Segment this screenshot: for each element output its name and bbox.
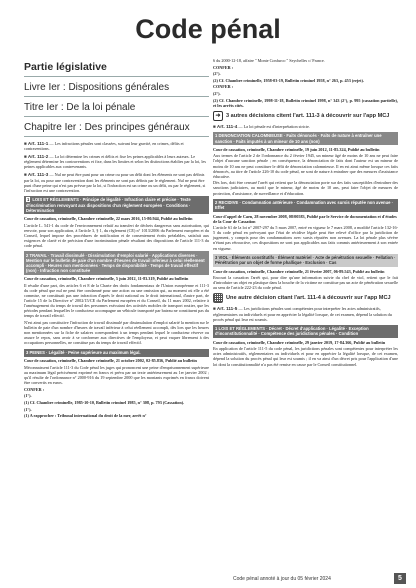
confer-label: CONFER : — [213, 64, 234, 70]
mcj-app-link[interactable] — [213, 111, 398, 121]
jurisprudence-header — [24, 196, 209, 215]
mcj-link-text: 3 autres décisions citent l'art. 111-3 à découvrir sur l'app MCJ — [226, 112, 390, 119]
jurisprudence-header — [213, 325, 398, 338]
article-text: — Nul ne peut être puni pour un crime ou pour un délit dont les éléments ne sont pas définis par la loi, ou pour une contravention dont les éléments ne sont pas définis par le règlement. Nul ne peut être puni d'une peine qui n'est pas prévue par la loi, si l'infraction est un crime ou un délit, ou par le règlement, si l'infraction est une contravention. — [24, 172, 206, 193]
confer-item: (2) Cf. Chambre criminelle, 1998-11-18, Bulletin criminel 1998, n° 343 (2°), p. 995 (cassation partielle), et les arrêts cités. — [213, 97, 398, 108]
divider — [24, 76, 209, 77]
livre-heading: Livre Ier : Dispositions générales — [24, 82, 170, 93]
mcj-link-text: Une autre décision citant l'art. 111-4 à découvrir sur l'app MCJ — [226, 295, 391, 302]
document-title: Code pénal — [135, 14, 281, 44]
decision-number: 2 — [26, 252, 29, 258]
article-111-5 — [213, 306, 398, 321]
decision-summary: En application de l'article 111-5 du code pénal, les juridictions pénales sont compétentes pour interpréter les actes administratifs, réglementaires ou individuels et pour en apprécier la légalité lorsque, de cet examen, dépend la solution du procès pénal qui leur est soumis ; il en va ainsi d'un décret pris pour l'application d'une loi dont la constitutionnalité n'a pas été remise en cause par le Conseil constitutionnel. — [213, 346, 398, 367]
article-111-3 — [24, 172, 209, 192]
jurisprudence-header — [213, 199, 398, 212]
decision-keywords: LOIS ET RÈGLEMENTS · Principe de légalité · Infraction claire et précise · Texte d'incrimination renvoyant aux dispositions d'un règlement européen · Conditions · Détermination — [26, 197, 191, 213]
decision-number: 2 — [215, 200, 218, 206]
decision-keywords: PEINES · Légalité · Peine supérieure au maximum légal. — [29, 350, 141, 356]
decision-keywords: VIOL · Éléments constitutifs · Élément matériel · Acte de pénétration sexuelle · Fellation · Pénétration par un objet de forme phallique · Exclusion · Cas — [215, 255, 396, 266]
decision-citation: Cour de cassation, criminelle, Chambre criminelle, 5 juin 2012, 11-83.319, Publié au bulletin — [24, 276, 189, 282]
decision-keywords: RECIDIVE · Condamnation antérieure · Condamnation avec sursis réputée non avenue · Effet — [215, 200, 394, 211]
article-label[interactable]: ■ Art. 111-4 — [213, 124, 237, 129]
confer-label: CONFER : — [24, 386, 45, 392]
decision-citation: Cour de cassation, criminelle, Chambre criminelle, 21 octobre 2002, 02-85.836, Publié au bulletin — [24, 358, 197, 364]
decision-citation: Cour d'appel de Caen, 28 novembre 2008, 08/00583, Publié par le Service de documentation et d'études de la Cour de Cassation — [213, 213, 397, 224]
confer-item: (2°). — [213, 71, 221, 77]
confer-item: (2°). — [213, 90, 221, 96]
decision-keywords: TRAVAIL · Travail dissimulé · Dissimulation d'emploi salarié · Applications diverses · Mention sur le bulletin de paie d'un nombre d'heures de travail inférieur à celui réellement accompli · Heures non mentionnées · Temps de disponibilité · Temps de travail effectif (non) · Infraction non constituée — [26, 252, 205, 274]
footer-text: Code pénal annoté à jour du 05 février 2024 — [233, 576, 331, 582]
decision-number: 1 — [215, 326, 218, 332]
page-number: 5 — [394, 573, 406, 584]
divider — [24, 136, 209, 137]
article-text: — Les infractions pénales sont classées, suivant leur gravité, en crimes, délits et contraventions. — [24, 141, 184, 152]
decision-summary: L'article 61 de la loi n° 2007-297 du 5 mars 2007, entré en vigueur le 7 mars 2008, a modifié l'article 132-16-5 du code pénal en prévoyant que l'état de récidive légale peut être relevé d'office par la juridiction de jugement, y compris pour des condamnations avec sursis réputées non avenues. La loi pénale plus sévère n'étant pas rétroactive, ces dispositions ne sont pas applicables aux faits commis antérieurement à son entrée en vigueur. — [213, 225, 398, 251]
article-text: — Les juridictions pénales sont compétentes pour interpréter les actes administratifs, réglementaires ou individuels et pour en apprécier la légalité lorsque, de cet examen, dépend la solution du procès pénal qui leur est soumis. — [213, 306, 392, 322]
left-column — [24, 58, 209, 418]
right-column — [213, 58, 398, 367]
decision-summary: L'article L. 541-1 du code de l'environnement relatif au transfert de déchets dangereux sans autorisation, qui renvoie, pour son application, à l'article 3, § 1, du règlement (CE) n° 1013/2006 du Parlement européen et du Conseil, lequel impose des procédures de notification et de consentement écrits préalables, satisfait aux exigences de clarté et de précision d'une incrimination pénale résultant des dispositions de l'article 111-3 du code pénal. — [24, 222, 209, 248]
article-111-1 — [24, 141, 209, 151]
confer-item: (2) Cf. Chambre criminelle, 1958-03-19, Bulletin criminel 1958, n° 263, p. 453 (rejet). — [213, 77, 364, 83]
jurisprudence-header — [24, 251, 209, 275]
decision-citation: Cour de cassation, criminelle, Chambre criminelle, 29 janvier 2019, 17-84.366, Publié au bulletin — [213, 339, 386, 345]
confer-item: (1) Cf. Chambre criminelle, 1985-10-10, Bulletin criminel 1985, n° 308, p. 793 (Cassation). — [24, 399, 185, 405]
partie-heading: Partie législative — [24, 61, 107, 73]
decision-citation: Cour de cassation, criminelle, Chambre criminelle, 19 juin 2012, 11-85.324, Publié au bulletin — [213, 146, 380, 152]
decision-number: 1 — [215, 133, 218, 139]
confer-continuation: 6 du 2000-12-18, affaire " Monte Confurco " Seychelles c/ France. — [213, 58, 325, 63]
article-label[interactable]: ■ Art. 111-5 — [213, 306, 237, 311]
decision-number: 1 — [27, 197, 30, 203]
decision-keywords: LOIS ET RÈGLEMENTS · Décret · Décret d'application · Légalité · Exception d'inconstitutionnalité · Compétence des juridictions pénales · Condition — [215, 326, 369, 337]
mcj-app-link[interactable] — [213, 293, 398, 303]
article-label[interactable]: ■ Art. 111-3 — [24, 172, 48, 177]
decision-summary: N'est ainsi pas constitutive l'infraction de travail dissimulé par dissimulation d'emploi salarié la mention sur le bulletin de paie d'un nombre d'heures de travail inférieur à celui réellement accompli, dès lors que les heures non mentionnées sur la fiche de salaires correspondent à un temps pendant lequel le conducteur réserve ou assure le repos, sans avoir à se conformer aux directives de l'employeur, et peut vaquer librement à des occupations personnelles, ne constitue pas du temps de travail effectif. — [24, 320, 209, 346]
confer-item: (1) A rapprocher : Tribunal international du droit de la mer, arrêt n° — [24, 413, 147, 419]
article-text: — La loi pénale est d'interprétation stricte. — [238, 123, 310, 129]
decision-number: 3 — [215, 255, 218, 261]
arrow-right-icon: ➜ — [213, 111, 223, 121]
decision-summary: Dès lors, doit être censuré l'arrêt qui retient que la dénonciation porte sur des faits susceptibles d'entraîner des sanctions judiciaires, au motif que le mineur, âgé de moins de 10 ans, peut faire l'objet de mesures de protection, d'assistance, de surveillance et d'éducation. — [213, 180, 398, 196]
confer-item: (1°). — [24, 406, 32, 412]
decision-number: 3 — [26, 350, 29, 356]
decision-summary: Méconnaissent l'article 111-3 du Code pénal les juges qui prononcent une peine d'emprisonnement supérieure au maximum légal précisément exprimé en francs et prévu par un texte antérieurement au 1er janvier 2002 ; qu'il résulte de l'ordonnance n° 2000-916 du 19 septembre 2000 que les montants exprimés en francs doivent être convertis en euros. — [24, 364, 209, 386]
qr-code-icon — [213, 293, 223, 303]
article-label[interactable]: ■ Art. 111-2 — [24, 154, 48, 159]
divider — [24, 96, 209, 97]
jurisprudence-header — [213, 132, 398, 145]
confer-label: CONFER : — [213, 84, 234, 90]
article-text: — La loi détermine les crimes et délits et fixe les peines applicables à leurs auteurs. Le règlement détermine les contraventions et fixe, dans les limites et selon les distinctions établies par la loi, les peines applicables aux contrevenants. — [24, 154, 206, 170]
article-111-4 — [213, 124, 398, 129]
decision-citation: Cour de cassation, criminelle, Chambre criminelle, 21 février 2007, 06-89.543, Publié au bulletin — [213, 268, 385, 274]
jurisprudence-header — [24, 349, 209, 357]
divider — [24, 116, 209, 117]
titre-heading: Titre Ier : De la loi pénale — [24, 102, 136, 113]
decision-summary: Encourt la cassation l'arrêt qui, pour dire qu'une information suivie du chef de viol, retient que le fait d'introduire un objet en plastique dans la bouche de la victime ne constitue pas un acte de pénétration sexuelle au sens de l'article 222-23 du code pénal. — [213, 275, 398, 291]
decision-citation: Cour de cassation, criminelle, Chambre criminelle, 22 mars 2016, 15-80.944, Publié au bulletin — [24, 215, 193, 221]
confer-item: (1°). — [24, 393, 32, 399]
chapitre-heading: Chapitre Ier : Des principes généraux — [24, 122, 190, 133]
article-111-2 — [24, 154, 209, 169]
decision-summary: Aux termes de l'article 2 de l'ordonnance du 2 février 1945, un mineur âgé de moins de 10 ans ne peut faire l'objet d'aucune sanction pénale ; en conséquence, la dénonciation de faits dont l'auteur est un mineur de moins de 10 ans ne peut constituer le délit de dénonciation calomnieuse. Il en est ainsi même lorsque ces faits dénoncés, au titre de l'article 226-10 du code pénal, ne sont de nature à entraîner que des mesures d'assistance éducative. — [213, 153, 398, 179]
jurisprudence-header — [213, 254, 398, 267]
decision-summary: Il résulte d'une part, des articles 6 et 8 de la Charte des droits fondamentaux de l'Union européenne et 111-3 du code pénal que nul ne peut être condamné pour une action ou une omission qui, au moment où elle a été commise, ne constituait pas une infraction d'après le droit national ou le droit international, d'autre part, de l'article 15 de la Directive n° 2002/15/CE du Parlement européen et du Conseil, du 11 mars 2002, relative à l'aménagement du temps de travail des personnes exécutant des activités mobiles de transport routier, que les périodes pendant lesquelles le conducteur accompagne un véhicule transporté par bateau ne constituent pas du temps de travail effectif. — [24, 282, 209, 319]
article-label[interactable]: ■ Art. 111-1 — [24, 141, 48, 146]
decision-keywords: DENONCIATION CALOMNIEUSE · Faits dénoncés · Faits de nature à entraîner une sanction · Faits imputés à un mineur de 10 ans (non) — [215, 133, 382, 144]
